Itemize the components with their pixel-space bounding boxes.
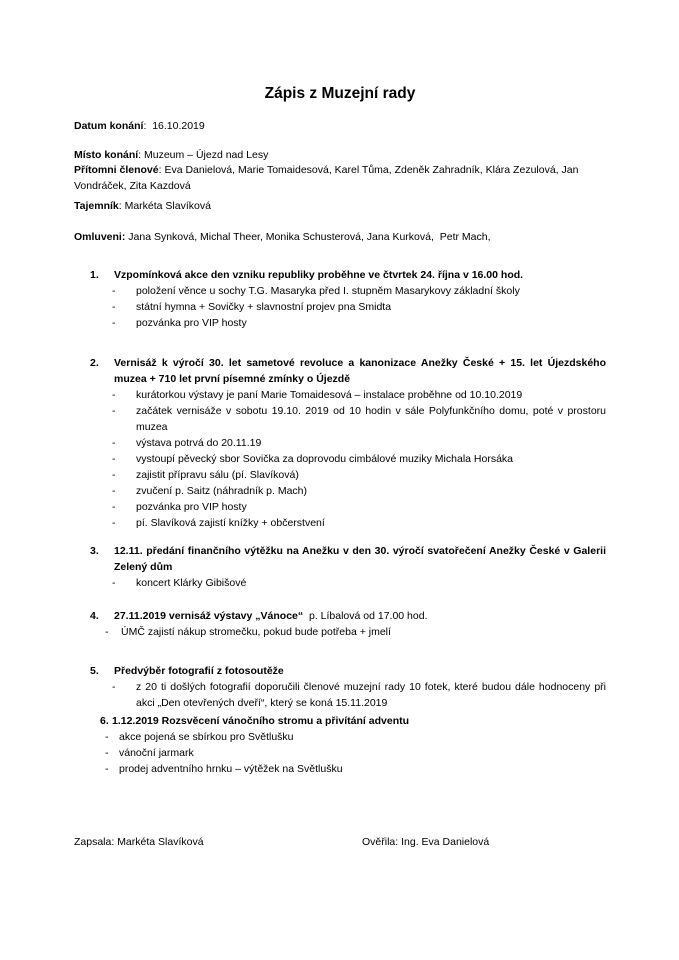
agenda-item-number: 3. — [90, 545, 99, 557]
bullet-dash: - — [112, 469, 116, 481]
meta-label: Datum konání — [74, 120, 144, 132]
agenda-item-heading — [74, 355, 606, 387]
agenda-item-title — [114, 355, 606, 387]
agenda-item-number: 6. — [100, 715, 109, 727]
agenda-item-title — [114, 608, 606, 624]
agenda-list — [74, 267, 606, 777]
bullet-dash: - — [112, 681, 116, 693]
bullet-item — [112, 679, 606, 711]
bullet-item — [112, 435, 606, 451]
agenda-item-title-rest: p. Líbalová od 17.00 hod. — [303, 610, 428, 622]
agenda-item-title-bold: Vzpomínková akce den vzniku republiky proběhne ve čtvrtek 24. října v 16.00 hod. — [114, 269, 524, 281]
bullet-dash: - — [105, 731, 109, 743]
bullet-dash: - — [112, 437, 116, 449]
agenda-item-number: 1. — [90, 269, 99, 281]
bullet-text: prodej adventního hrnku – výtěžek na Světlušku — [119, 763, 343, 775]
bullet-text: položení věnce u sochy T.G. Masaryka před I. stupněm Masarykovy základní školy — [136, 285, 520, 297]
bullet-text: vánoční jarmark — [119, 747, 194, 759]
meta-value: Jana Synková, Michal Theer, Monika Schusterová, Jana Kurková, Petr Mach, — [125, 230, 491, 243]
bullet-text: koncert Klárky Gibišové — [136, 577, 247, 589]
meta-value: : 16.10.2019 — [143, 120, 205, 132]
agenda-item-heading — [74, 543, 606, 575]
bullet-dash: - — [112, 301, 116, 313]
meta-line — [74, 148, 606, 164]
bullet-item — [112, 483, 606, 499]
bullet-text: pozvánka pro VIP hosty — [136, 501, 247, 513]
bullet-dash: - — [112, 405, 116, 417]
bullet-dash: - — [105, 747, 109, 759]
agenda-item-title-bold: Předvýběr fotografií z fotosoutěže — [114, 665, 284, 677]
signature-recorded-by: Zapsala: Markéta Slavíková — [74, 836, 204, 848]
bullet-dash: - — [112, 453, 116, 465]
bullet-dash: - — [112, 485, 116, 497]
meta-label: Tajemník — [74, 200, 119, 212]
bullet-text: vystoupí pěvecký sbor Sovička za doprovodu cimbálové muziky Michala Horsáka — [136, 453, 514, 465]
agenda-item-title — [114, 543, 606, 575]
agenda-item — [74, 608, 606, 640]
agenda-item-title-bold: 27.11.2019 vernisáž výstavy „Vánoce“ — [114, 610, 304, 622]
bullet-dash: - — [112, 389, 116, 401]
meta-line — [74, 163, 606, 194]
meta-label: Omluveni: — [74, 230, 126, 243]
agenda-item-title — [114, 663, 606, 679]
meta-section — [74, 119, 606, 245]
agenda-item — [74, 543, 606, 591]
agenda-item-title-bold: 12.11. předání finančního výtěžku na Anežku v den 30. výročí svatořečení Anežky České v Galerii Zelený dům — [114, 545, 606, 573]
signature-row — [74, 835, 606, 851]
agenda-item-title-bold: Vernisáž k výročí 30. let sametové revoluce a kanonizace Anežky České + 15. let Újezdského muzea + 710 let první písemné zmínky o Újezdě — [114, 357, 606, 385]
meta-value: : Muzeum – Újezd nad Lesy — [138, 148, 269, 161]
meta-line — [74, 230, 606, 246]
meta-line — [74, 199, 606, 215]
meta-value: : Eva Danielová, Marie Tomaidesová, Karel Tůma, Zdeněk Zahradník, Klára Zezulová, Jan Vondráček, Zita Kazdová — [74, 164, 582, 192]
bullet-item — [105, 745, 606, 761]
bullet-text: pozvánka pro VIP hosty — [136, 317, 247, 329]
meta-label: Místo konání — [74, 148, 139, 161]
bullet-text: z 20 ti došlých fotografií doporučili členové muzejní rady 10 fotek, které budou dále hodnoceny při akci „Den otevřených dveří“, který se koná 15.11.2019 — [136, 681, 606, 709]
bullet-item — [112, 467, 606, 483]
bullet-text: zvučení p. Saitz (náhradník p. Mach) — [136, 485, 307, 497]
bullet-item — [105, 729, 606, 745]
agenda-item-number: 4. — [90, 610, 99, 622]
meta-label: Přítomni členové — [74, 164, 159, 176]
bullet-text: výstava potrvá do 20.11.19 — [136, 437, 262, 449]
bullet-text: státní hymna + Sovičky + slavnostní projev pna Smidta — [136, 301, 392, 313]
agenda-item-title-bold: 1.12.2019 Rozsvěcení vánočního stromu a přivítání adventu — [112, 715, 410, 727]
bullet-dash: - — [112, 517, 116, 529]
agenda-item-title — [112, 713, 606, 729]
meta-value: : Markéta Slavíková — [118, 200, 211, 212]
bullet-text: zajistit přípravu sálu (pí. Slavíková) — [136, 469, 299, 481]
agenda-item-heading — [74, 713, 606, 729]
bullet-text: akce pojená se sbírkou pro Světlušku — [119, 731, 294, 743]
bullet-dash: - — [112, 285, 116, 297]
agenda-item — [74, 267, 606, 331]
bullet-item — [112, 499, 606, 515]
agenda-item — [74, 713, 606, 777]
bullet-item — [112, 387, 606, 403]
meta-line — [74, 119, 606, 135]
page-title: Zápis z Muzejní rady — [264, 85, 416, 102]
bullet-item — [105, 624, 606, 640]
bullet-dash: - — [105, 763, 109, 775]
bullet-item — [112, 299, 606, 315]
bullet-item — [112, 515, 606, 531]
bullet-item — [112, 403, 606, 435]
bullet-dash: - — [112, 577, 116, 589]
agenda-item — [74, 355, 606, 531]
agenda-item-heading — [74, 608, 606, 624]
agenda-item-number: 2. — [90, 357, 99, 369]
bullet-item — [105, 761, 606, 777]
agenda-item-heading — [74, 267, 606, 283]
agenda-item — [74, 663, 606, 711]
bullet-item — [112, 315, 606, 331]
agenda-item-heading — [74, 663, 606, 679]
bullet-dash: - — [105, 626, 109, 638]
bullet-item — [112, 283, 606, 299]
bullet-text: začátek vernisáže v sobotu 19.10. 2019 od 10 hodin v sále Polyfunkčního domu, poté v prostoru muzea — [136, 405, 606, 433]
bullet-text: kurátorkou výstavy je paní Marie Tomaidesová – instalace proběhne od 10.10.2019 — [136, 389, 523, 401]
signature-verified-by: Ověřila: Ing. Eva Danielová — [362, 836, 490, 848]
agenda-item-title — [114, 267, 606, 283]
bullet-item — [112, 451, 606, 467]
agenda-item-number: 5. — [90, 665, 99, 677]
bullet-text: ÚMČ zajistí nákup stromečku, pokud bude potřeba + jmelí — [121, 626, 391, 638]
bullet-text: pí. Slavíková zajistí knížky + občerstvení — [136, 517, 325, 529]
bullet-item — [112, 575, 606, 591]
bullet-dash: - — [112, 317, 116, 329]
bullet-dash: - — [112, 501, 116, 513]
